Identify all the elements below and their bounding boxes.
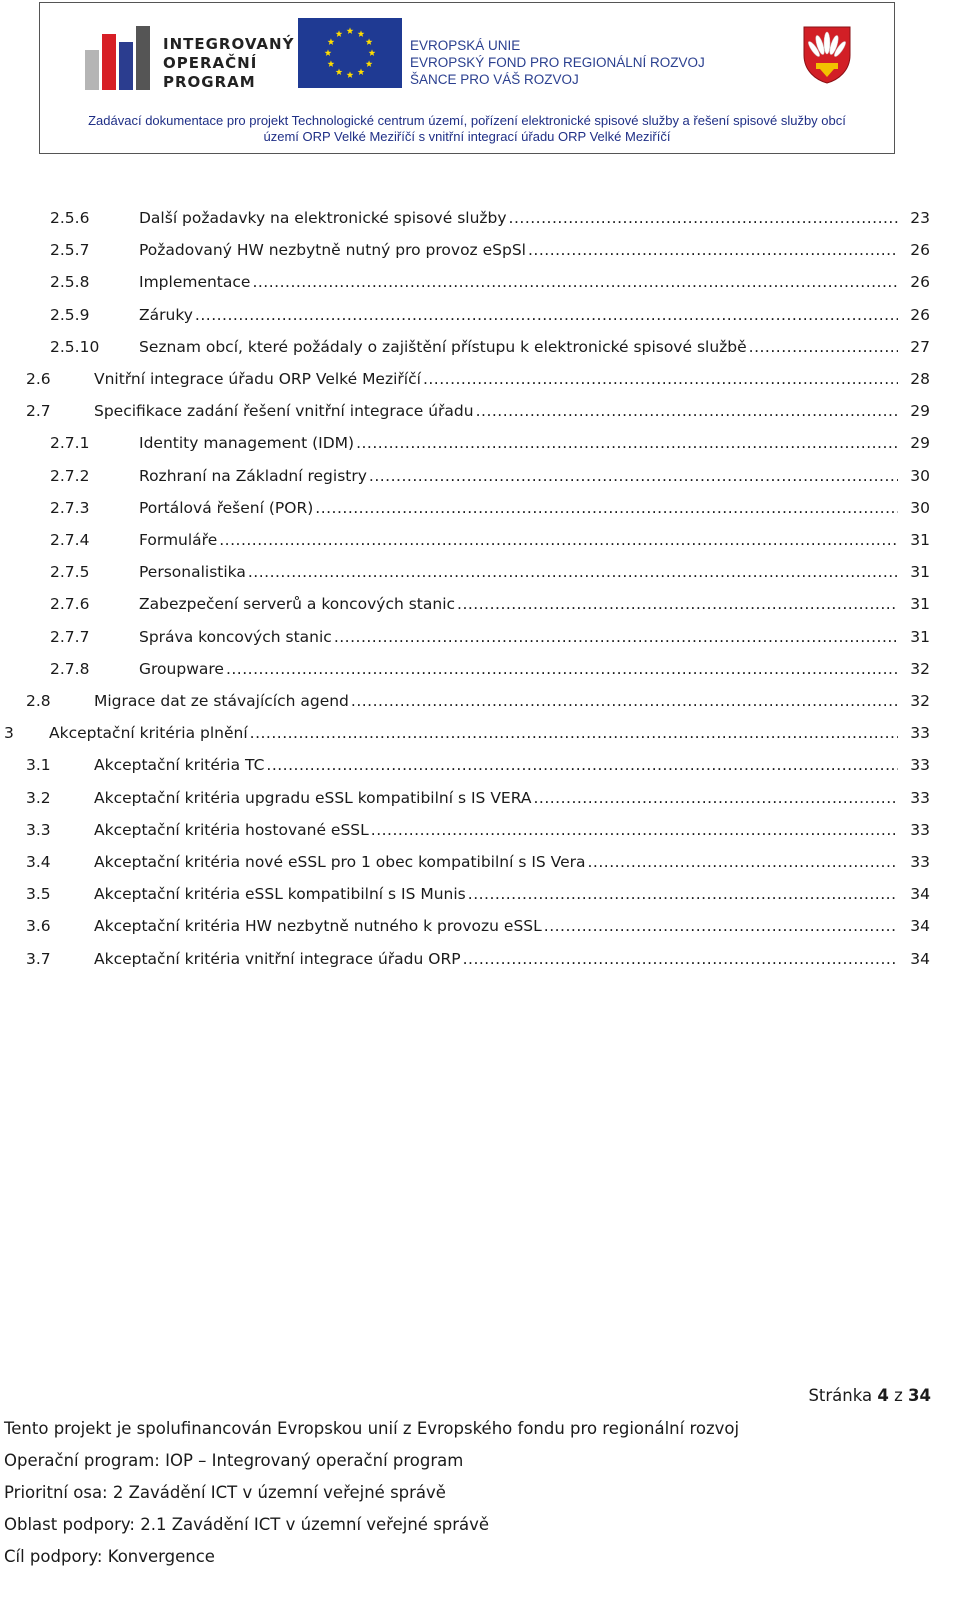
toc-entry-number: 2.8 <box>26 692 51 710</box>
toc-entry-title[interactable]: Akceptační kritéria nové eSSL pro 1 obec kompatibilní s IS Vera <box>94 853 586 871</box>
toc-entry-number: 2.5.9 <box>50 305 90 324</box>
toc-entry[interactable] <box>50 259 930 291</box>
toc-entry[interactable] <box>50 453 930 485</box>
toc-entry-number: 3.6 <box>26 917 51 936</box>
footer-line-5: Cíl podpory: Konvergence <box>4 1547 215 1566</box>
toc-entry[interactable] <box>4 710 930 742</box>
toc-entry-page[interactable]: 31 <box>910 627 930 646</box>
toc-dot-leader <box>463 950 898 968</box>
toc-entry[interactable] <box>50 646 930 678</box>
toc-dot-leader <box>371 821 898 839</box>
toc-entry-page[interactable]: 31 <box>910 531 930 549</box>
toc-entry-page[interactable]: 26 <box>910 241 930 260</box>
toc-dot-leader <box>369 467 898 485</box>
toc-entry-page[interactable]: 34 <box>910 949 930 968</box>
toc-entry-number: 2.7.3 <box>50 498 90 517</box>
toc-entry-page[interactable]: 33 <box>910 788 930 807</box>
toc-entry-number: 3.1 <box>26 756 51 775</box>
page-number <box>808 1386 931 1405</box>
toc-entry-title[interactable]: Personalistika <box>139 563 246 582</box>
toc-entry-number: 2.5.10 <box>50 337 100 356</box>
toc-entry-number: 3 <box>4 724 14 743</box>
toc-entry[interactable] <box>50 581 930 613</box>
toc-entry-page[interactable]: 31 <box>910 595 930 614</box>
toc-dot-leader <box>334 628 898 646</box>
toc-entry[interactable] <box>26 775 930 807</box>
toc-entry-title[interactable]: Formuláře <box>139 531 218 549</box>
toc-entry-title[interactable]: Akceptační kritéria vnitřní integrace úřadu ORP <box>94 949 461 968</box>
toc-entry-page[interactable]: 29 <box>910 402 930 421</box>
toc-entry-page[interactable]: 34 <box>910 917 930 936</box>
toc-dot-leader <box>533 789 898 807</box>
toc-entry[interactable] <box>26 356 930 388</box>
toc-entry-title[interactable]: Akceptační kritéria plnění <box>49 724 248 743</box>
toc-dot-leader <box>351 692 898 710</box>
toc-dot-leader <box>544 917 898 935</box>
toc-entry-title[interactable]: Rozhraní na Základní registry <box>139 466 367 485</box>
toc-entry-title[interactable]: Specifikace zadání řešení vnitřní integrace úřadu <box>94 402 474 421</box>
toc-dot-leader <box>195 306 898 324</box>
toc-entry-page[interactable]: 28 <box>910 370 930 388</box>
toc-entry-title[interactable]: Identity management (IDM) <box>139 434 355 453</box>
toc-entry-title[interactable]: Akceptační kritéria upgradu eSSL kompatibilní s IS VERA <box>94 788 532 807</box>
toc-entry-page[interactable]: 26 <box>910 305 930 324</box>
toc-entry-page[interactable]: 26 <box>910 273 930 292</box>
toc-entry-number: 2.7.6 <box>50 595 90 614</box>
iop-logo-line-1: INTEGROVANÝ <box>163 35 295 53</box>
toc-dot-leader <box>226 660 898 678</box>
toc-dot-leader <box>252 273 898 291</box>
toc-dot-leader <box>528 241 898 259</box>
toc-dot-leader <box>250 724 898 742</box>
document-footer <box>4 1418 904 1578</box>
footer-line-2: Operační program: IOP – Integrovaný operační program <box>4 1451 464 1470</box>
toc-entry[interactable] <box>50 549 930 581</box>
toc-entry-number: 3.3 <box>26 820 51 839</box>
toc-entry-number: 2.5.7 <box>50 241 90 260</box>
toc-entry-page[interactable]: 27 <box>910 337 930 356</box>
toc-dot-leader <box>248 563 898 581</box>
iop-logo-line-2: OPERAČNÍ <box>163 54 258 72</box>
toc-entry[interactable] <box>50 195 930 227</box>
iop-logo <box>85 18 315 93</box>
eu-line-1: EVROPSKÁ UNIE <box>410 38 521 53</box>
iop-logo-line-3: PROGRAM <box>163 73 256 91</box>
footer-line-1: Tento projekt je spolufinancován Evropskou unií z Evropského fondu pro regionální rozvoj <box>4 1419 740 1438</box>
toc-entry-title[interactable]: Další požadavky na elektronické spisové služby <box>139 209 507 227</box>
toc-entry-number: 2.5.6 <box>50 209 90 227</box>
toc-entry-page[interactable]: 32 <box>910 692 930 710</box>
toc-entry-number: 2.7.5 <box>50 563 90 582</box>
page-number-total: 34 <box>908 1386 931 1405</box>
toc-entry[interactable] <box>26 388 930 420</box>
document-header <box>39 2 895 154</box>
toc-entry-page[interactable]: 33 <box>910 853 930 871</box>
page-number-current: 4 <box>877 1386 889 1405</box>
toc-dot-leader <box>587 853 898 871</box>
toc-entry-title[interactable]: Groupware <box>139 659 224 678</box>
toc-dot-leader <box>423 370 898 388</box>
town-crest-icon <box>802 25 852 85</box>
page-number-separator: z <box>894 1386 903 1405</box>
toc-entry-page[interactable]: 30 <box>910 466 930 485</box>
toc-entry-title[interactable]: Seznam obcí, které požádaly o zajištění přístupu k elektronické spisové službě <box>139 337 747 356</box>
toc-dot-leader <box>356 434 898 452</box>
iop-bars-icon <box>85 20 151 90</box>
toc-entry[interactable] <box>26 936 930 968</box>
toc-entry-number: 2.7 <box>26 402 51 421</box>
toc-entry[interactable] <box>26 871 930 903</box>
toc-entry-number: 3.5 <box>26 885 51 904</box>
header-caption-line-1: Zadávací dokumentace pro projekt Technologické centrum území, pořízení elektronické spisové služby a řešení spisové služby obcí <box>88 113 846 128</box>
toc-entry-number: 3.7 <box>26 949 51 968</box>
toc-entry[interactable] <box>26 678 930 710</box>
toc-entry-page[interactable]: 33 <box>910 820 930 839</box>
toc-entry[interactable] <box>50 485 930 517</box>
toc-entry-page[interactable]: 23 <box>910 209 930 227</box>
toc-entry[interactable] <box>50 614 930 646</box>
toc-entry-title[interactable]: Akceptační kritéria TC <box>94 756 265 775</box>
toc-dot-leader <box>315 499 898 517</box>
toc-entry-title[interactable]: Požadovaný HW nezbytně nutný pro provoz eSpSl <box>139 241 526 260</box>
toc-entry-title[interactable]: Migrace dat ze stávajících agend <box>94 692 349 710</box>
toc-entry[interactable] <box>50 420 930 452</box>
toc-entry[interactable] <box>26 807 930 839</box>
toc-entry-number: 3.4 <box>26 853 51 871</box>
toc-entry-number: 2.7.8 <box>50 659 90 678</box>
toc-entry-page[interactable]: 33 <box>910 724 930 743</box>
toc-entry[interactable] <box>50 517 930 549</box>
toc-entry-number: 2.7.1 <box>50 434 90 453</box>
toc-entry-number: 2.6 <box>26 370 51 388</box>
toc-entry-number: 2.5.8 <box>50 273 90 292</box>
footer-line-3: Prioritní osa: 2 Zavádění ICT v územní veřejné správě <box>4 1483 446 1502</box>
toc-dot-leader <box>509 209 898 227</box>
footer-line-4: Oblast podpory: 2.1 Zavádění ICT v územní veřejné správě <box>4 1515 490 1534</box>
page-number-prefix: Stránka <box>808 1386 873 1405</box>
toc-entry-title[interactable]: Implementace <box>139 273 251 292</box>
toc-entry[interactable] <box>50 324 930 356</box>
toc-entry-title[interactable]: Portálová řešení (POR) <box>139 498 314 517</box>
toc-entry-title[interactable]: Akceptační kritéria eSSL kompatibilní s IS Munis <box>94 885 466 904</box>
toc-entry-title[interactable]: Záruky <box>139 305 193 324</box>
toc-entry-title[interactable]: Vnitřní integrace úřadu ORP Velké Meziříčí <box>94 370 421 388</box>
toc-entry-number: 2.7.4 <box>50 531 90 549</box>
toc-entry[interactable] <box>50 292 930 324</box>
toc-entry-title[interactable]: Zabezpečení serverů a koncových stanic <box>139 595 456 614</box>
toc-entry-number: 2.7.7 <box>50 627 90 646</box>
toc-entry-number: 3.2 <box>26 788 51 807</box>
toc-dot-leader <box>266 756 898 774</box>
toc-entry-title[interactable]: Akceptační kritéria hostované eSSL <box>94 820 369 839</box>
toc-entry[interactable] <box>50 227 930 259</box>
toc-entry-page[interactable]: 33 <box>910 756 930 775</box>
eu-line-2: EVROPSKÝ FOND PRO REGIONÁLNÍ ROZVOJ <box>410 55 705 70</box>
toc-entry-page[interactable]: 29 <box>910 434 930 453</box>
toc-entry-page[interactable]: 30 <box>910 498 930 517</box>
toc-dot-leader <box>749 338 898 356</box>
toc-entry-page[interactable]: 34 <box>910 885 930 904</box>
eu-flag-icon <box>298 18 402 88</box>
toc-entry-number: 2.7.2 <box>50 466 90 485</box>
eu-line-3: ŠANCE PRO VÁŠ ROZVOJ <box>410 72 579 87</box>
toc-dot-leader <box>219 531 898 549</box>
toc-entry-page[interactable]: 32 <box>910 659 930 678</box>
toc-entry[interactable] <box>26 839 930 871</box>
toc-entry-title[interactable]: Akceptační kritéria HW nezbytně nutného k provozu eSSL <box>94 917 542 936</box>
toc-entry-page[interactable]: 31 <box>910 563 930 582</box>
header-caption-line-2: území ORP Velké Meziříčí s vnitřní integrací úřadu ORP Velké Meziříčí <box>263 129 671 144</box>
toc-entry[interactable] <box>26 742 930 774</box>
toc-entry[interactable] <box>26 903 930 935</box>
toc-entry-title[interactable]: Správa koncových stanic <box>139 627 332 646</box>
toc-dot-leader <box>457 595 898 613</box>
toc-dot-leader <box>468 885 898 903</box>
toc-dot-leader <box>476 402 898 420</box>
